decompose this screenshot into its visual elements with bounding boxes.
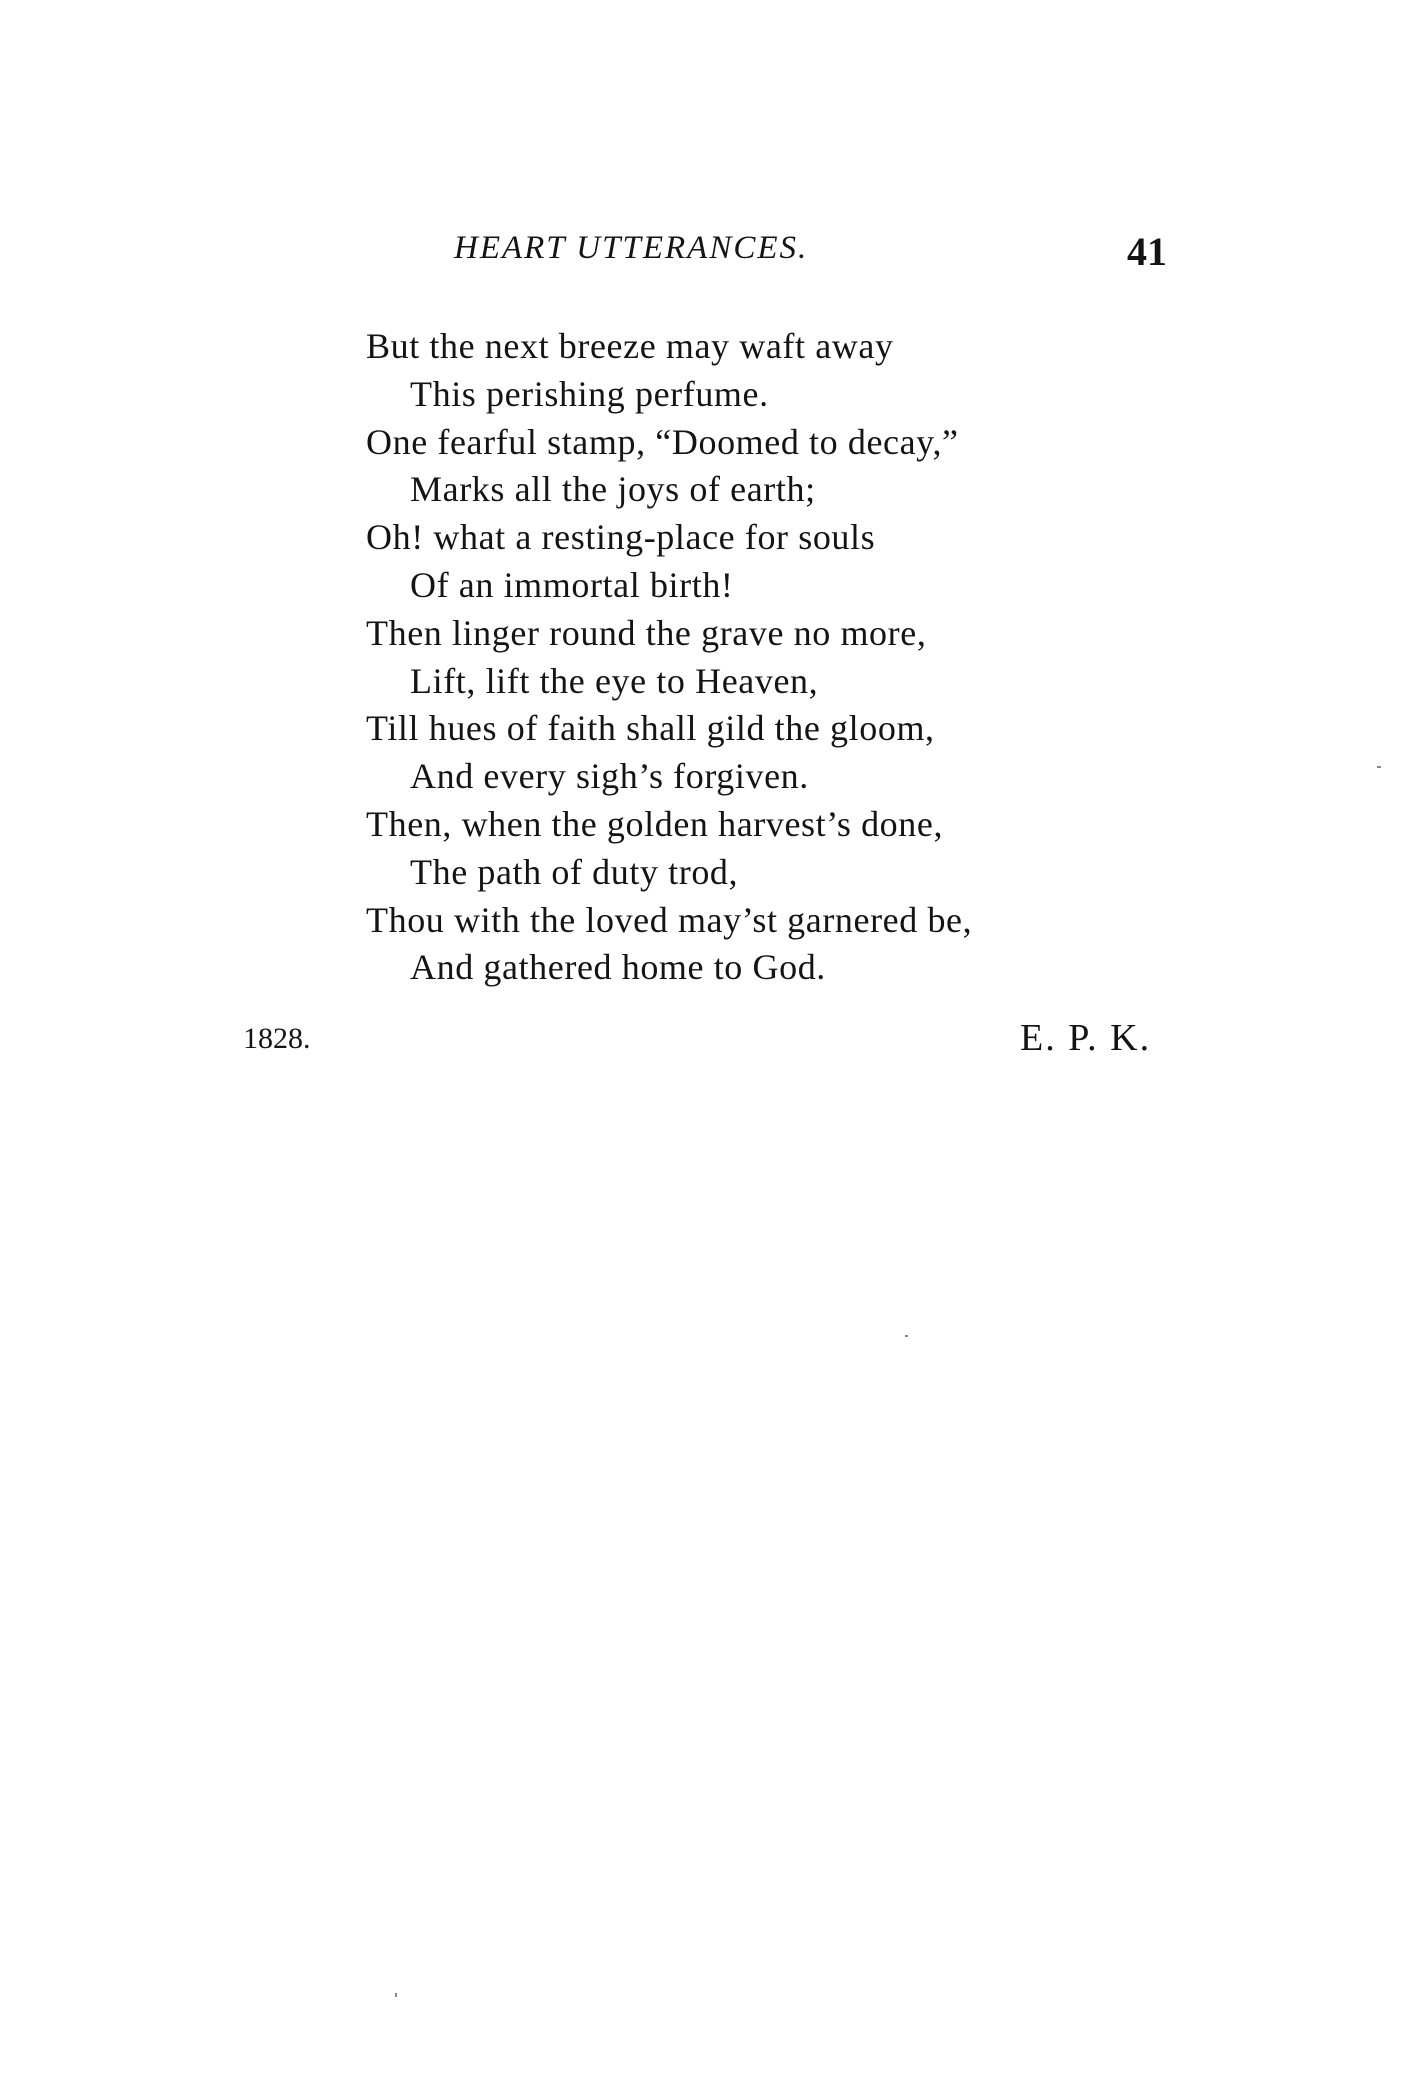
paper-speck bbox=[905, 1335, 908, 1337]
poem-line: Marks all the joys of earth; bbox=[410, 469, 816, 510]
poem-line: Oh! what a resting-place for souls bbox=[366, 517, 876, 558]
poem-line: Of an immortal birth! bbox=[410, 564, 734, 605]
poem-line: And every sigh’s forgiven. bbox=[410, 756, 809, 797]
paper-speck bbox=[395, 1993, 397, 1997]
author-signature: E. P. K. bbox=[1020, 1017, 1152, 1059]
poem-line: Lift, lift the eye to Heaven, bbox=[410, 660, 819, 701]
poem-line: This perishing perfume. bbox=[410, 373, 769, 414]
poem-line: Till hues of faith shall gild the gloom, bbox=[366, 708, 935, 749]
poem-line: Then linger round the grave no more, bbox=[366, 612, 927, 653]
poem-line: Then, when the golden harvest’s done, bbox=[366, 803, 944, 844]
poem-line: Thou with the loved may’st garnered be, bbox=[366, 899, 973, 940]
running-title: HEART UTTERANCES. bbox=[454, 230, 809, 266]
poem-line: One fearful stamp, “Doomed to decay,” bbox=[366, 421, 959, 462]
paper-speck bbox=[1377, 766, 1381, 768]
date: 1828. bbox=[243, 1022, 311, 1055]
poem-line: But the next breeze may waft away bbox=[366, 326, 894, 366]
poem bbox=[366, 323, 1166, 992]
page-number: 41 bbox=[1127, 229, 1167, 274]
poem-line: The path of duty trod, bbox=[410, 851, 739, 892]
poem-line: And gathered home to God. bbox=[410, 947, 826, 988]
